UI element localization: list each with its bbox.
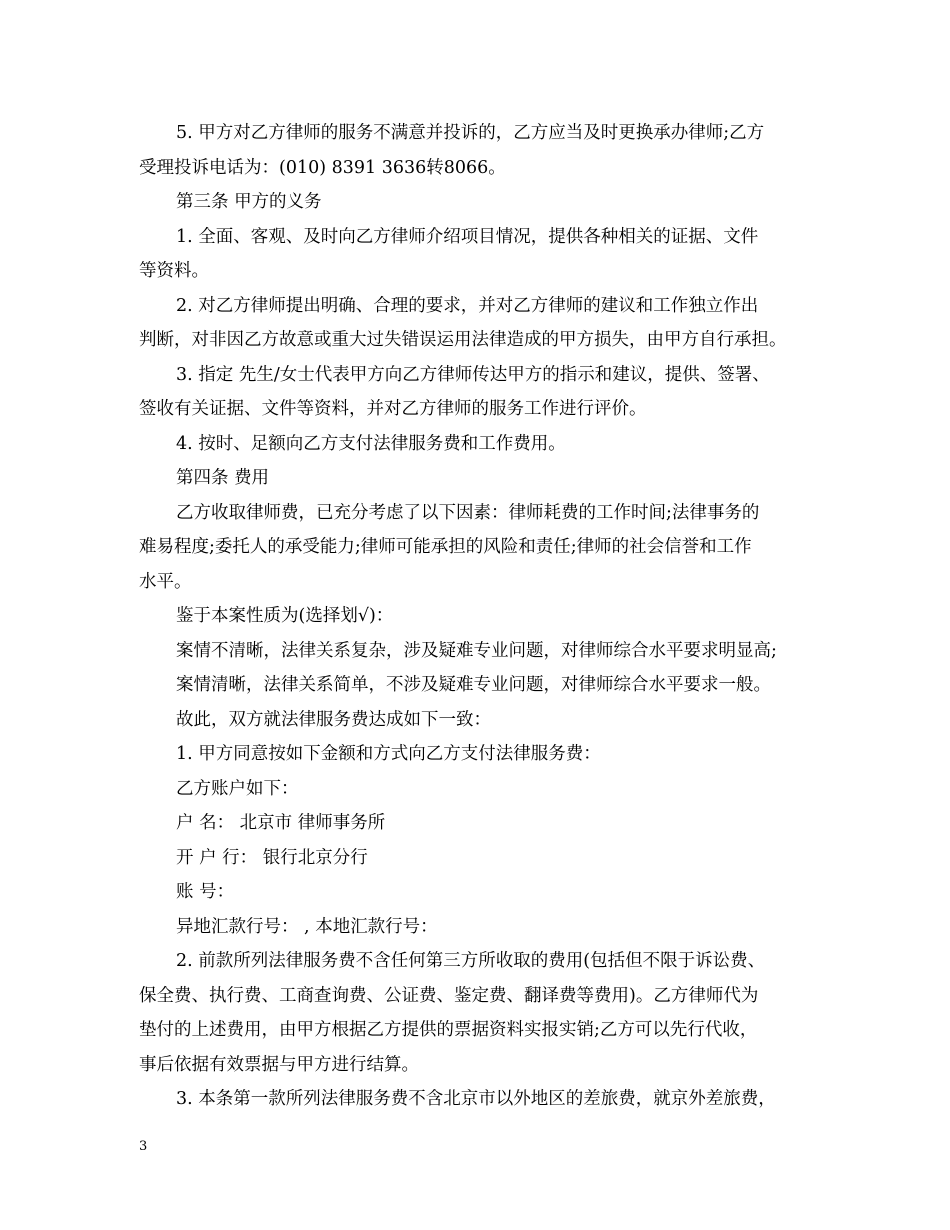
- text-line: 开 户 行： 银行北京分行: [176, 847, 368, 868]
- text-line: 3. 本条第一款所列法律服务费不含北京市以外地区的差旅费，就京外差旅费，: [176, 1089, 776, 1109]
- text-line: 判断，对非因乙方故意或重大过失错误运用法律造成的甲方损失，由甲方自行承担。: [139, 330, 787, 350]
- text-line: 5. 甲方对乙方律师的服务不满意并投诉的，乙方应当及时更换承办律师;乙方: [176, 123, 765, 143]
- text-line: 受理投诉电话为：(010) 8391 3636转8066。: [139, 157, 506, 178]
- text-line: 4. 按时、足额向乙方支付法律服务费和工作费用。: [176, 433, 566, 454]
- text-line: 异地汇款行号： , 本地汇款行号：: [176, 916, 438, 937]
- text-line: 签收有关证据、文件等资料，并对乙方律师的服务工作进行评价。: [139, 399, 647, 419]
- text-line: 等资料。: [139, 261, 209, 281]
- text-line: 第四条 费用: [176, 468, 270, 488]
- text-line: 账 号：: [176, 882, 235, 902]
- text-line: 难易程度;委托人的承受能力;律师可能承担的风险和责任;律师的社会信誉和工作: [139, 537, 752, 557]
- text-line: 第三条 甲方的义务: [176, 192, 322, 212]
- text-line: 事后依据有效票据与甲方进行结算。: [139, 1054, 419, 1075]
- text-line: 案情不清晰，法律关系复杂，涉及疑难专业问题，对律师综合水平要求明显高;: [176, 640, 777, 661]
- text-line: 2. 对乙方律师提出明确、合理的要求，并对乙方律师的建议和工作独立作出: [176, 295, 759, 316]
- text-line: 乙方收取律师费，已充分考虑了以下因素：律师耗费的工作时间;法律事务的: [176, 502, 760, 523]
- text-line: 保全费、执行费、工商查询费、公证费、鉴定费、翻译费等费用)。乙方律师代为: [139, 985, 759, 1006]
- text-line: 案情清晰，法律关系简单，不涉及疑难专业问题，对律师综合水平要求一般。: [176, 675, 771, 695]
- page-number: 3: [139, 1139, 148, 1154]
- text-line: 鉴于本案性质为(选择划√)：: [176, 606, 394, 626]
- text-line: 3. 指定 先生/女士代表甲方向乙方律师传达甲方的指示和建议，提供、签署、: [176, 364, 770, 385]
- text-line: 水平。: [139, 571, 192, 592]
- document-body: [139, 116, 819, 1117]
- text-line: 垫付的上述费用，由甲方根据乙方提供的票据资料实报实销;乙方可以先行代收，: [139, 1020, 758, 1040]
- text-line: 户 名： 北京市 律师事务所: [176, 813, 386, 833]
- text-line: 2. 前款所列法律服务费不含任何第三方所收取的费用(包括但不限于诉讼费、: [176, 951, 766, 971]
- text-line: 1. 甲方同意按如下金额和方式向乙方支付法律服务费：: [176, 744, 601, 764]
- text-line: 乙方账户如下：: [176, 778, 299, 799]
- text-line: 故此，双方就法律服务费达成如下一致：: [176, 709, 491, 730]
- text-line: 1. 全面、客观、及时向乙方律师介绍项目情况，提供各种相关的证据、文件: [176, 226, 759, 247]
